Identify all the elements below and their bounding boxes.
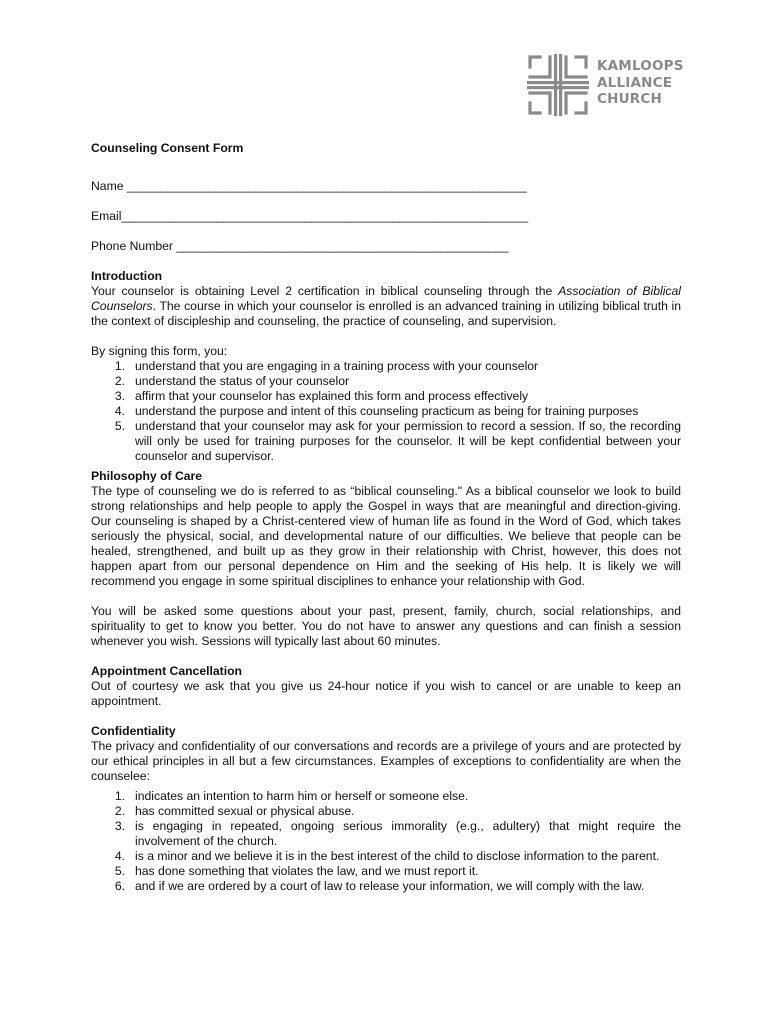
introduction-text-after: . The course in which your counselor is enrolled is an advanced training in utilizing biblical truth in the context of discipleship and counseling, the practice of counseling, and supervision. bbox=[91, 299, 681, 328]
email-field[interactable]: Email____________________________________________________________ bbox=[91, 209, 529, 223]
phone-field[interactable]: Phone Number _________________________________________________ bbox=[91, 239, 509, 253]
signing-list bbox=[91, 359, 681, 464]
confidentiality-heading: Confidentiality bbox=[91, 724, 176, 738]
philosophy-text-2: You will be asked some questions about your past, present, family, church, social relationships, and spirituality to get to know you better. You do not have to answer any questions and can finish a session whenever you wish. Sessions will typically last about 60 minutes. bbox=[91, 604, 681, 648]
confidentiality-text: The privacy and confidentiality of our conversations and records are a privilege of yours and are protected by our ethical principles in all but a few circumstances. Examples of exceptions to confidentiality are when the counselee: bbox=[91, 739, 681, 783]
cancellation-heading: Appointment Cancellation bbox=[91, 664, 242, 678]
introduction-text bbox=[91, 284, 681, 329]
list-item: 4. is a minor and we believe it is in the best interest of the child to disclose information to the parent. bbox=[114, 849, 660, 863]
cancellation-text: Out of courtesy we ask that you give us 24-hour notice if you wish to cancel or are unable to keep an appointment. bbox=[91, 679, 681, 708]
list-item: 4. understand the purpose and intent of this counseling practicum as being for training purposes bbox=[114, 404, 639, 418]
introduction-italic: Association of Biblical Counselors bbox=[91, 284, 681, 313]
page-title: Counseling Consent Form bbox=[91, 141, 244, 155]
name-field[interactable]: Name ___________________________________________________________ bbox=[91, 179, 527, 193]
logo-wordmark bbox=[597, 58, 684, 108]
logo-line-1: KAMLOOPS bbox=[597, 58, 684, 74]
cross-emblem-icon bbox=[527, 54, 589, 116]
list-item: 1. understand that you are engaging in a training process with your counselor bbox=[114, 359, 539, 373]
introduction-text-before: Your counselor is obtaining Level 2 certification in biblical counseling through the bbox=[91, 284, 559, 298]
logo-line-2: ALLIANCE bbox=[597, 74, 673, 91]
confidentiality-list bbox=[91, 789, 681, 894]
list-item: 5. understand that your counselor may ask for your permission to record a session. If so, the recording will only be used for training purposes for the counselor. It will be kept confidential between your counselor and supervisor. bbox=[114, 419, 681, 463]
logo-line-3: CHURCH bbox=[597, 91, 662, 107]
list-item: 5. has done something that violates the law, and we must report it. bbox=[114, 864, 479, 878]
list-item: 6. and if we are ordered by a court of law to release your information, we will comply with the law. bbox=[114, 879, 645, 893]
list-item: 3. affirm that your counselor has explained this form and process effectively bbox=[114, 389, 529, 403]
philosophy-text: The type of counseling we do is referred to as “biblical counseling." As a biblical counselor we look to build strong relationships and help people to apply the Gospel in ways that are meaningful and direction-giving. Our counseling is shaped by a Christ-centered view of human life as found in the Word of God, which takes seriously the physical, social, and developmental nature of our difficulties. We believe that people can be healed, strengthened, and built up as they grow in their relationship with Christ, however, this does not happen apart from our personal dependence on Him and the seeking of His help. It is likely we will recommend you engage in some spiritual disciplines to enhance your relationship with God. bbox=[91, 484, 681, 588]
introduction-heading: Introduction bbox=[91, 269, 163, 283]
list-item: 3. is engaging in repeated, ongoing serious immorality (e.g., adultery) that might require the involvement of the church. bbox=[114, 819, 681, 848]
philosophy-heading: Philosophy of Care bbox=[91, 469, 203, 483]
church-logo bbox=[527, 54, 687, 116]
list-item: 2. understand the status of your counselor bbox=[114, 374, 350, 388]
form-body bbox=[91, 141, 681, 894]
list-item: 2. has committed sexual or physical abuse. bbox=[114, 804, 355, 818]
signing-lead: By signing this form, you: bbox=[91, 344, 228, 358]
list-item: 1. indicates an intention to harm him or herself or someone else. bbox=[114, 789, 469, 803]
